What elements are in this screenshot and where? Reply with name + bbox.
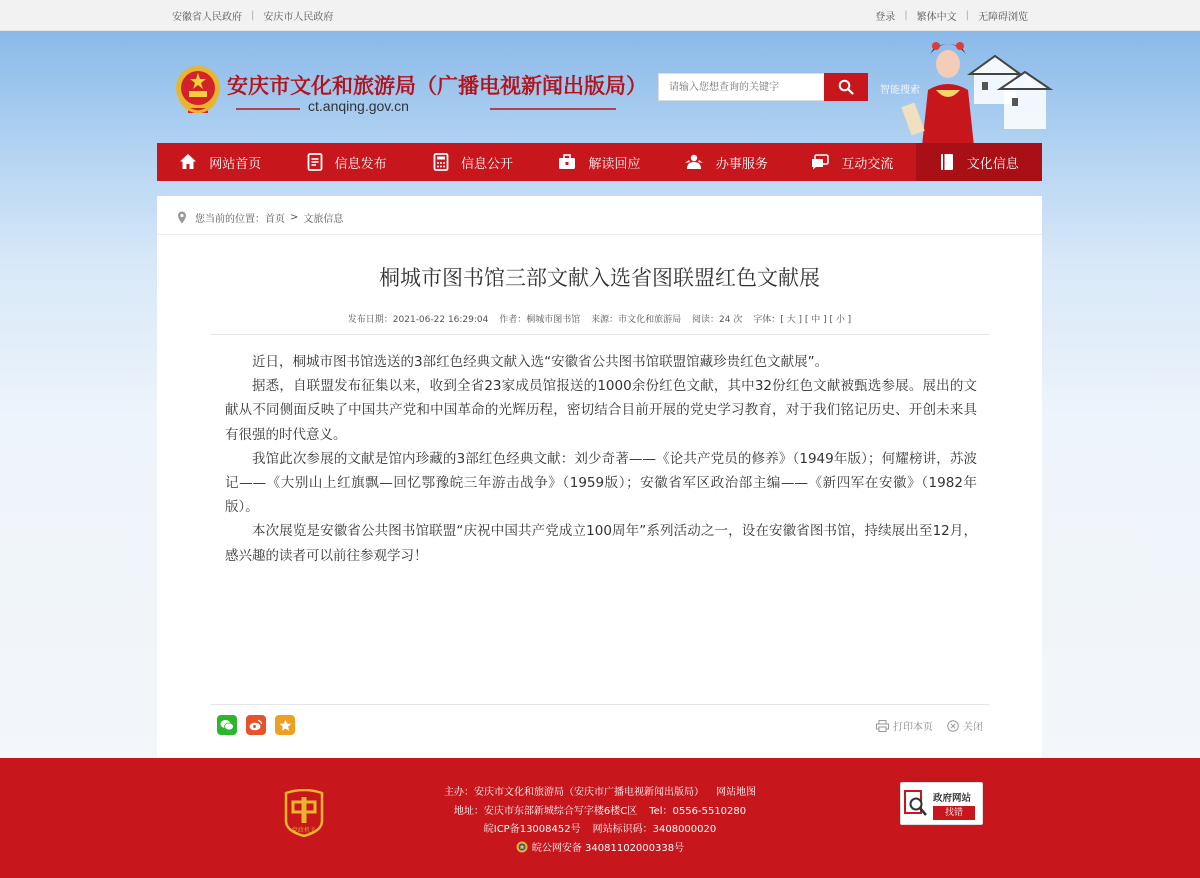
nav-item-home[interactable] [157, 143, 283, 181]
nav-label: 办事服务 [715, 156, 768, 172]
nav-label: 信息发布 [334, 156, 387, 172]
traditional-chinese-link[interactable]: 繁体中文 [916, 12, 957, 23]
location-pin-icon [177, 211, 187, 224]
nav-item-interaction[interactable] [789, 143, 915, 181]
login-link[interactable]: 登录 [875, 12, 896, 23]
article-author: 作者：桐城市图书馆 [499, 315, 581, 325]
divider [157, 234, 1042, 235]
briefcase-icon [558, 154, 576, 170]
breadcrumb-home[interactable]: 首页 [265, 214, 285, 225]
article-paragraph: 近日，桐城市图书馆选送的3部红色经典文献入选“安徽省公共图书馆联盟馆藏珍贵红色文献展”。 [252, 354, 829, 370]
nav-label: 互动交流 [841, 156, 894, 172]
police-record-link[interactable]: 皖公网安备 34081102000338号 [531, 842, 685, 854]
chat-icon [811, 154, 829, 170]
sitemap-link[interactable]: 网站地图 [716, 787, 756, 798]
party-gov-badge-icon [284, 789, 324, 837]
divider: | [965, 10, 969, 21]
calculator-icon [433, 153, 449, 171]
read-count: 阅读：24 次 [692, 315, 743, 325]
main-nav [157, 143, 1042, 181]
badge-text: 党政机关 [291, 827, 317, 834]
article-title: 桐城市图书馆三部文献入选省图联盟红色文献展 [379, 266, 820, 290]
article-body [225, 350, 977, 568]
share-favorite-button[interactable] [275, 715, 295, 735]
search-box [658, 73, 868, 101]
divider [210, 334, 990, 335]
print-label: 打印本页 [893, 722, 933, 733]
close-button[interactable] [947, 718, 983, 733]
breadcrumb-current[interactable]: 文旅信息 [303, 214, 344, 225]
divider: | [904, 10, 908, 21]
divider: | [251, 10, 255, 21]
link-anhui-gov[interactable]: 安徽省人民政府 [172, 12, 242, 23]
footer-info [420, 784, 780, 858]
home-icon [179, 153, 197, 171]
national-emblem-icon [174, 64, 222, 116]
police-badge-icon [516, 841, 528, 853]
site-code: 网站标识码：3408000020 [592, 824, 717, 835]
star-icon [279, 719, 292, 732]
party-gov-badge[interactable] [284, 789, 324, 837]
article-paragraph: 我馆此次参展的文献是馆内珍藏的3部红色经典文献：刘少奇著——《论共产党员的修养》（1949年版）；何耀榜讲，苏波记——《大别山上红旗飘—回忆鄂豫皖三年游击战争》（1959版）；安徽省军区政治部主编——《新四军在安徽》（1982年版）。 [225, 450, 977, 516]
share-wechat-button[interactable] [217, 715, 237, 735]
gov-website-find-error-button[interactable] [900, 782, 983, 825]
footer-tel: Tel：0556-5510280 [649, 805, 747, 817]
article-tools [876, 718, 983, 733]
article-source: 来源：市文化和旅游局 [591, 315, 682, 325]
wechat-icon [220, 719, 234, 731]
article-paragraph: 本次展览是安徽省公共图书馆联盟“庆祝中国共产党成立100周年”系列活动之一，设在安徽省图书馆，持续展出至12月，感兴趣的读者可以前往参观学习！ [225, 523, 977, 564]
accessibility-link[interactable]: 无障碍浏览 [978, 12, 1028, 23]
footer-address: 地址：安庆市东部新城综合写字楼6楼C区 [453, 805, 638, 817]
share-weibo-button[interactable] [246, 715, 266, 735]
decorative-line [236, 108, 616, 110]
divider [210, 704, 990, 705]
opera-figure-illustration [900, 34, 1055, 146]
font-size-selector[interactable]: 字体：[ 大 ] [ 中 ] [ 小 ] [753, 315, 852, 325]
topbar-left-links [172, 8, 333, 23]
search-input[interactable] [658, 73, 824, 101]
smart-search-link[interactable]: 智能搜索 [880, 85, 920, 96]
magnifier-icon [904, 789, 930, 819]
nav-item-info-release[interactable] [283, 143, 409, 181]
service-icon [684, 154, 704, 170]
site-title: 安庆市文化和旅游局（广播电视新闻出版局） [227, 73, 647, 98]
breadcrumb-separator: > [290, 212, 299, 223]
gov-find-action: 找错 [933, 806, 975, 820]
article-paragraph: 据悉，自联盟发布征集以来，收到全省23家成员馆报送的1000余份红色文献，其中32份红色文献被甄选参展。展出的文献从不同侧面反映了中国共产党和中国革命的光辉历程，密切结合目前开展的党史学习教育，对于我们铭记历史、开创未来具有很强的时代意义。 [225, 378, 977, 443]
share-buttons [217, 715, 295, 735]
link-anqing-gov[interactable]: 安庆市人民政府 [263, 12, 334, 23]
search-icon [838, 79, 854, 95]
nav-item-interpretation[interactable] [536, 143, 662, 181]
nav-label: 解读回应 [588, 156, 641, 172]
nav-label: 信息公开 [461, 156, 514, 172]
nav-item-culture-info[interactable] [916, 143, 1042, 181]
top-bar [0, 0, 1200, 31]
publish-date: 发布日期：2021-06-22 16:29:04 [347, 315, 489, 325]
printer-icon [876, 720, 889, 732]
close-icon [947, 720, 959, 732]
footer-sponsor: 主办：安庆市文化和旅游局（安庆市广播电视新闻出版局） [444, 787, 704, 798]
search-button[interactable] [824, 73, 868, 101]
icp-link[interactable]: 皖ICP备13008452号 [483, 824, 581, 835]
site-domain: ct.anqing.gov.cn [308, 98, 409, 114]
nav-item-services[interactable] [663, 143, 789, 181]
gov-find-title: 政府网站 [933, 793, 972, 804]
nav-label: 文化信息 [966, 156, 1019, 172]
nav-label: 网站首页 [209, 156, 262, 172]
print-button[interactable] [876, 718, 933, 733]
weibo-icon [249, 719, 263, 731]
close-label: 关闭 [963, 722, 983, 733]
topbar-right-links [875, 8, 1028, 23]
breadcrumb [177, 210, 343, 225]
breadcrumb-prefix: 您当前的位置： [195, 214, 265, 225]
book-icon [939, 153, 955, 171]
article-meta [157, 312, 1042, 325]
nav-item-info-disclosure[interactable] [410, 143, 536, 181]
document-icon [307, 153, 323, 171]
